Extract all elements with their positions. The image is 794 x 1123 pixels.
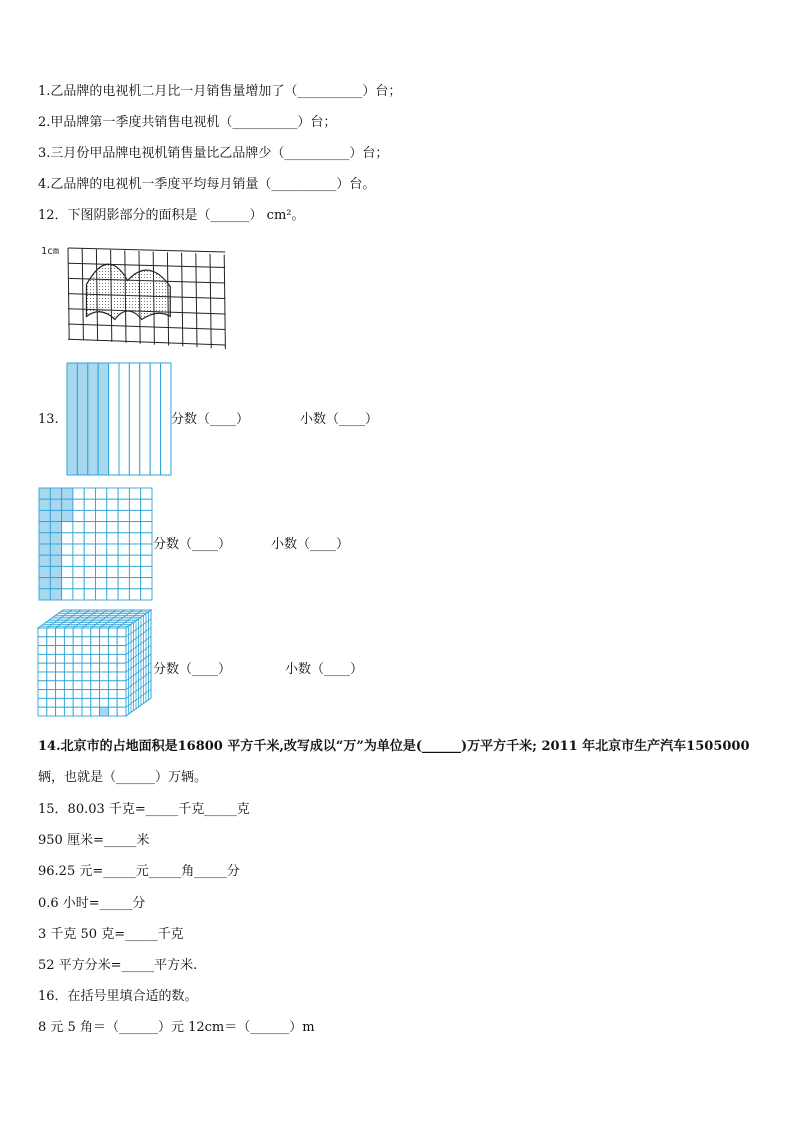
hundredths-cell — [129, 499, 140, 510]
hundredths-cell — [96, 555, 107, 566]
tenths-cell — [67, 363, 77, 475]
question-line-1: 1.乙品牌的电视机二月比一月销售量增加了（__________）台； — [38, 84, 402, 99]
hundredths-cell — [129, 488, 140, 499]
cube-front-cell — [47, 654, 56, 663]
hundredths-cell — [73, 522, 84, 533]
tenths-cell — [161, 363, 171, 475]
hundredths-cell — [39, 522, 50, 533]
hundredths-cell — [96, 589, 107, 600]
cube-front-cell — [108, 698, 117, 707]
cube-front-cell — [73, 672, 82, 681]
hundredths-cell — [118, 566, 129, 577]
cube-front-cell — [38, 628, 47, 637]
question-15-line-2: 950 厘米=_____米 — [38, 833, 150, 848]
tenths-cell — [77, 363, 87, 475]
grid-line-vertical — [224, 255, 225, 350]
hundredths-cell — [129, 510, 140, 521]
cube-front-cell — [73, 707, 82, 716]
cube-front-cell — [56, 628, 65, 637]
hundredths-cell — [62, 578, 73, 589]
hundredths-cell — [107, 499, 118, 510]
cube-front-cell — [117, 690, 126, 699]
hundredths-cell — [96, 533, 107, 544]
cube-front-cell — [100, 654, 109, 663]
cube-front-cell — [47, 637, 56, 646]
cube-front-cell — [56, 637, 65, 646]
cube-front-cell — [108, 663, 117, 672]
cube-front-cell — [100, 690, 109, 699]
cube-front-cell — [100, 698, 109, 707]
hundredths-cell — [141, 510, 152, 521]
hundredths-cell — [141, 488, 152, 499]
hundredths-cell — [107, 555, 118, 566]
grid-line-horizontal — [68, 248, 225, 252]
cube-front-cell — [82, 654, 91, 663]
cube-front-cell — [108, 681, 117, 690]
hundredths-cell — [50, 510, 61, 521]
cube-front-cell — [64, 663, 73, 672]
cube-front-cell — [47, 646, 56, 655]
hundredths-cell — [96, 522, 107, 533]
grid-line-vertical — [182, 253, 183, 347]
cube-front-cell — [56, 663, 65, 672]
cube-front-cell — [38, 646, 47, 655]
cube-front-cell — [56, 672, 65, 681]
fig1-fraction-label: 分数（____） — [171, 412, 250, 427]
hundredths-cell — [62, 589, 73, 600]
question-14-line-2: 辆，也就是（______）万辆。 — [38, 770, 208, 785]
hundredths-cell — [73, 499, 84, 510]
cube-front-cell — [64, 646, 73, 655]
hundredths-cell — [107, 578, 118, 589]
hundredths-cell — [118, 555, 129, 566]
hundredths-cell — [84, 522, 95, 533]
cube-front-cell — [117, 628, 126, 637]
hundredths-cell — [84, 578, 95, 589]
cube-front-cell — [100, 637, 109, 646]
grid-line-vertical — [210, 254, 211, 348]
cube-front-cell — [47, 663, 56, 672]
tenths-cell — [140, 363, 150, 475]
hundredths-cell — [118, 510, 129, 521]
hundredths-cell — [84, 589, 95, 600]
cube-front-cell — [108, 628, 117, 637]
hundredths-cell — [107, 589, 118, 600]
cube-front-cell — [56, 690, 65, 699]
cube-front-cell — [73, 637, 82, 646]
hundredths-cell — [107, 533, 118, 544]
cube-front-cell — [56, 654, 65, 663]
hundredths-cell — [96, 488, 107, 499]
question-line-3: 3.三月份甲品牌电视机销售量比乙品牌少（__________）台； — [38, 146, 389, 161]
cube-front-cell — [82, 681, 91, 690]
cube-front-cell — [82, 637, 91, 646]
hundredths-cell — [118, 522, 129, 533]
hundredths-cell — [73, 589, 84, 600]
hundredths-cell — [62, 510, 73, 521]
cube-front-cell — [91, 637, 100, 646]
hundredths-cell — [73, 510, 84, 521]
cube-front-cell — [56, 681, 65, 690]
cube-front-cell — [56, 646, 65, 655]
question-15-line-5: 3 千克 50 克=_____千克 — [38, 927, 184, 942]
question-12: 12．下图阴影部分的面积是（______） cm²。 — [38, 208, 305, 223]
cube-front-cell — [117, 672, 126, 681]
scale-label: 1cm — [41, 246, 60, 257]
hundredths-cell — [50, 533, 61, 544]
cube-front-cell — [117, 707, 126, 716]
hundredths-cell — [118, 578, 129, 589]
cube-front-cell — [47, 628, 56, 637]
hundredths-cell — [50, 578, 61, 589]
hundredths-cell — [73, 488, 84, 499]
cube-front-cell — [91, 681, 100, 690]
hundredths-cell — [39, 488, 50, 499]
cube-front-cell — [117, 646, 126, 655]
question-15-line-6: 52 平方分米=_____平方米. — [38, 958, 198, 973]
hundredths-cell — [62, 499, 73, 510]
cube-front-cell — [108, 707, 117, 716]
hundredths-cell — [107, 510, 118, 521]
cube-front-cell — [38, 690, 47, 699]
cube-front-cell — [73, 681, 82, 690]
shaded-area — [86, 264, 170, 319]
cube-front-cell — [100, 628, 109, 637]
cube-front-cell — [100, 681, 109, 690]
hundredths-cell — [118, 544, 129, 555]
cube-front-cell — [73, 654, 82, 663]
hundredths-cell — [107, 488, 118, 499]
grid-line-horizontal — [68, 263, 225, 267]
cube-front-cell — [73, 628, 82, 637]
hundredths-cell — [50, 589, 61, 600]
cube-front-cell — [100, 672, 109, 681]
cube-front-cell — [117, 698, 126, 707]
hundredths-cell — [96, 499, 107, 510]
tenths-cell — [129, 363, 139, 475]
cube-front-cell — [91, 698, 100, 707]
cube-front-cell — [73, 690, 82, 699]
cube-front-cell — [117, 637, 126, 646]
hundredths-cell — [39, 589, 50, 600]
cube-front-cell — [73, 646, 82, 655]
cube-front-cell — [47, 707, 56, 716]
tenths-cell — [88, 363, 98, 475]
hundredths-cell — [96, 566, 107, 577]
cube-front-cell — [108, 672, 117, 681]
hundredths-cell — [129, 566, 140, 577]
cube-front-cell — [38, 698, 47, 707]
grid-line-horizontal — [68, 339, 225, 345]
hundredths-cell — [118, 488, 129, 499]
hundredths-cell — [39, 566, 50, 577]
question-15-line-4: 0.6 小时=_____分 — [38, 896, 146, 911]
hundredths-cell — [50, 566, 61, 577]
hundredths-cell — [50, 488, 61, 499]
tenths-cell — [109, 363, 119, 475]
cube-front-cell — [117, 681, 126, 690]
cube-front-cell — [82, 672, 91, 681]
question-14-line-1: 14.北京市的占地面积是16800 平方千米,改写成以“万”为单位是(______)万平方千米; 2011 年北京市生产汽车1505000 — [38, 739, 750, 754]
hundredths-cell — [84, 510, 95, 521]
cube-front-cell — [47, 672, 56, 681]
cube-front-cell — [117, 654, 126, 663]
cube-front-cell — [64, 672, 73, 681]
cube-front-cell — [91, 672, 100, 681]
hundredths-cell — [141, 555, 152, 566]
hundredths-cell — [129, 589, 140, 600]
cube-front-cell — [82, 663, 91, 672]
hundredths-cell — [96, 510, 107, 521]
thousandths-cube-figure — [36, 608, 154, 726]
hundredths-cell — [84, 499, 95, 510]
cube-front-cell — [64, 654, 73, 663]
cube-front-cell — [108, 646, 117, 655]
cube-front-cell — [56, 698, 65, 707]
hundredths-cell — [39, 533, 50, 544]
hundredths-cell — [118, 533, 129, 544]
hundredths-cell — [39, 578, 50, 589]
hundredths-cell — [107, 566, 118, 577]
cube-front-cell — [47, 690, 56, 699]
hundredths-cell — [141, 544, 152, 555]
hundredths-cell — [96, 578, 107, 589]
hundredths-cell — [50, 555, 61, 566]
cube-front-cell — [108, 690, 117, 699]
cube-front-cell — [64, 690, 73, 699]
cube-front-cell — [47, 681, 56, 690]
question-16-line-2: 8 元 5 角＝（______）元 12cm＝（______）m — [38, 1020, 315, 1035]
hundredths-cell — [129, 544, 140, 555]
cube-front-cell — [82, 707, 91, 716]
fig3-fraction-label: 分数（____） — [153, 662, 232, 677]
hundredths-cell — [62, 488, 73, 499]
cube-front-cell — [38, 637, 47, 646]
cube-front-cell — [100, 646, 109, 655]
hundredths-cell — [73, 555, 84, 566]
hundredths-cell — [50, 522, 61, 533]
grid-line-horizontal — [68, 324, 225, 330]
hundredths-cell — [141, 589, 152, 600]
question-13-number: 13. — [38, 412, 59, 427]
cube-front-cell — [64, 628, 73, 637]
cube-front-cell — [56, 707, 65, 716]
hundredths-cell — [141, 566, 152, 577]
hundredths-cell — [129, 578, 140, 589]
hundredths-cell — [129, 533, 140, 544]
cube-front-cell — [108, 654, 117, 663]
q12-hand-drawn-grid-figure — [38, 240, 228, 350]
hundredths-cell — [84, 555, 95, 566]
tenths-strip-figure — [66, 362, 172, 476]
cube-front-cell — [91, 654, 100, 663]
hundredths-cell — [39, 499, 50, 510]
hundredths-cell — [141, 522, 152, 533]
cube-front-cell — [91, 663, 100, 672]
cube-front-cell — [47, 698, 56, 707]
question-line-2: 2.甲品牌第一季度共销售电视机（__________）台； — [38, 115, 337, 130]
cube-front-cell — [82, 646, 91, 655]
hundredths-cell — [118, 499, 129, 510]
question-15-line-1: 15．80.03 千克=_____千克_____克 — [38, 802, 250, 817]
cube-front-cell — [38, 707, 47, 716]
hundredths-cell — [141, 578, 152, 589]
cube-front-cell — [38, 654, 47, 663]
cube-front-cell — [38, 681, 47, 690]
question-15-line-3: 96.25 元=_____元_____角_____分 — [38, 864, 240, 879]
hundredths-cell — [107, 544, 118, 555]
hundredths-cell — [73, 533, 84, 544]
hundredths-cell — [107, 522, 118, 533]
hundredths-cell — [50, 544, 61, 555]
hundredths-cell — [62, 566, 73, 577]
hundredths-cell — [84, 566, 95, 577]
hundredths-cell — [141, 499, 152, 510]
hundredths-cell — [118, 589, 129, 600]
hundredths-cell — [84, 533, 95, 544]
cube-front-cell — [38, 663, 47, 672]
cube-front-cell — [91, 646, 100, 655]
hundredths-cell — [39, 544, 50, 555]
question-line-4: 4.乙品牌的电视机一季度平均每月销量（__________）台。 — [38, 177, 376, 192]
hundredths-cell — [84, 544, 95, 555]
fig2-fraction-label: 分数（____） — [153, 537, 232, 552]
cube-front-cell — [82, 698, 91, 707]
cube-front-cell — [73, 698, 82, 707]
hundredths-cell — [39, 555, 50, 566]
hundredths-cell — [50, 499, 61, 510]
cube-front-cell — [82, 628, 91, 637]
cube-front-cell — [73, 663, 82, 672]
cube-front-cell — [117, 663, 126, 672]
hundredths-cell — [96, 544, 107, 555]
cube-front-cell — [38, 672, 47, 681]
hundredths-cell — [129, 555, 140, 566]
hundredths-grid-figure — [38, 487, 153, 601]
question-16-line-1: 16．在括号里填合适的数。 — [38, 989, 198, 1004]
cube-front-cell — [100, 663, 109, 672]
fig3-decimal-label: 小数（____） — [285, 662, 364, 677]
cube-front-cell — [64, 681, 73, 690]
hundredths-cell — [73, 578, 84, 589]
hundredths-cell — [62, 522, 73, 533]
cube-front-cell — [64, 707, 73, 716]
hundredths-cell — [62, 533, 73, 544]
cube-front-cell — [91, 690, 100, 699]
cube-front-cell — [100, 707, 109, 716]
cube-front-cell — [108, 637, 117, 646]
cube-front-cell — [91, 707, 100, 716]
hundredths-cell — [39, 510, 50, 521]
grid-line-vertical — [196, 253, 197, 347]
tenths-cell — [98, 363, 108, 475]
hundredths-cell — [62, 555, 73, 566]
hundredths-cell — [129, 522, 140, 533]
tenths-cell — [150, 363, 160, 475]
hundredths-cell — [62, 544, 73, 555]
tenths-cell — [119, 363, 129, 475]
fig2-decimal-label: 小数（____） — [271, 537, 350, 552]
hundredths-cell — [73, 566, 84, 577]
cube-front-cell — [64, 698, 73, 707]
fig1-decimal-label: 小数（____） — [300, 412, 379, 427]
hundredths-cell — [141, 533, 152, 544]
hundredths-cell — [73, 544, 84, 555]
hundredths-cell — [84, 488, 95, 499]
cube-front-cell — [64, 637, 73, 646]
cube-front-cell — [82, 690, 91, 699]
cube-front-cell — [91, 628, 100, 637]
